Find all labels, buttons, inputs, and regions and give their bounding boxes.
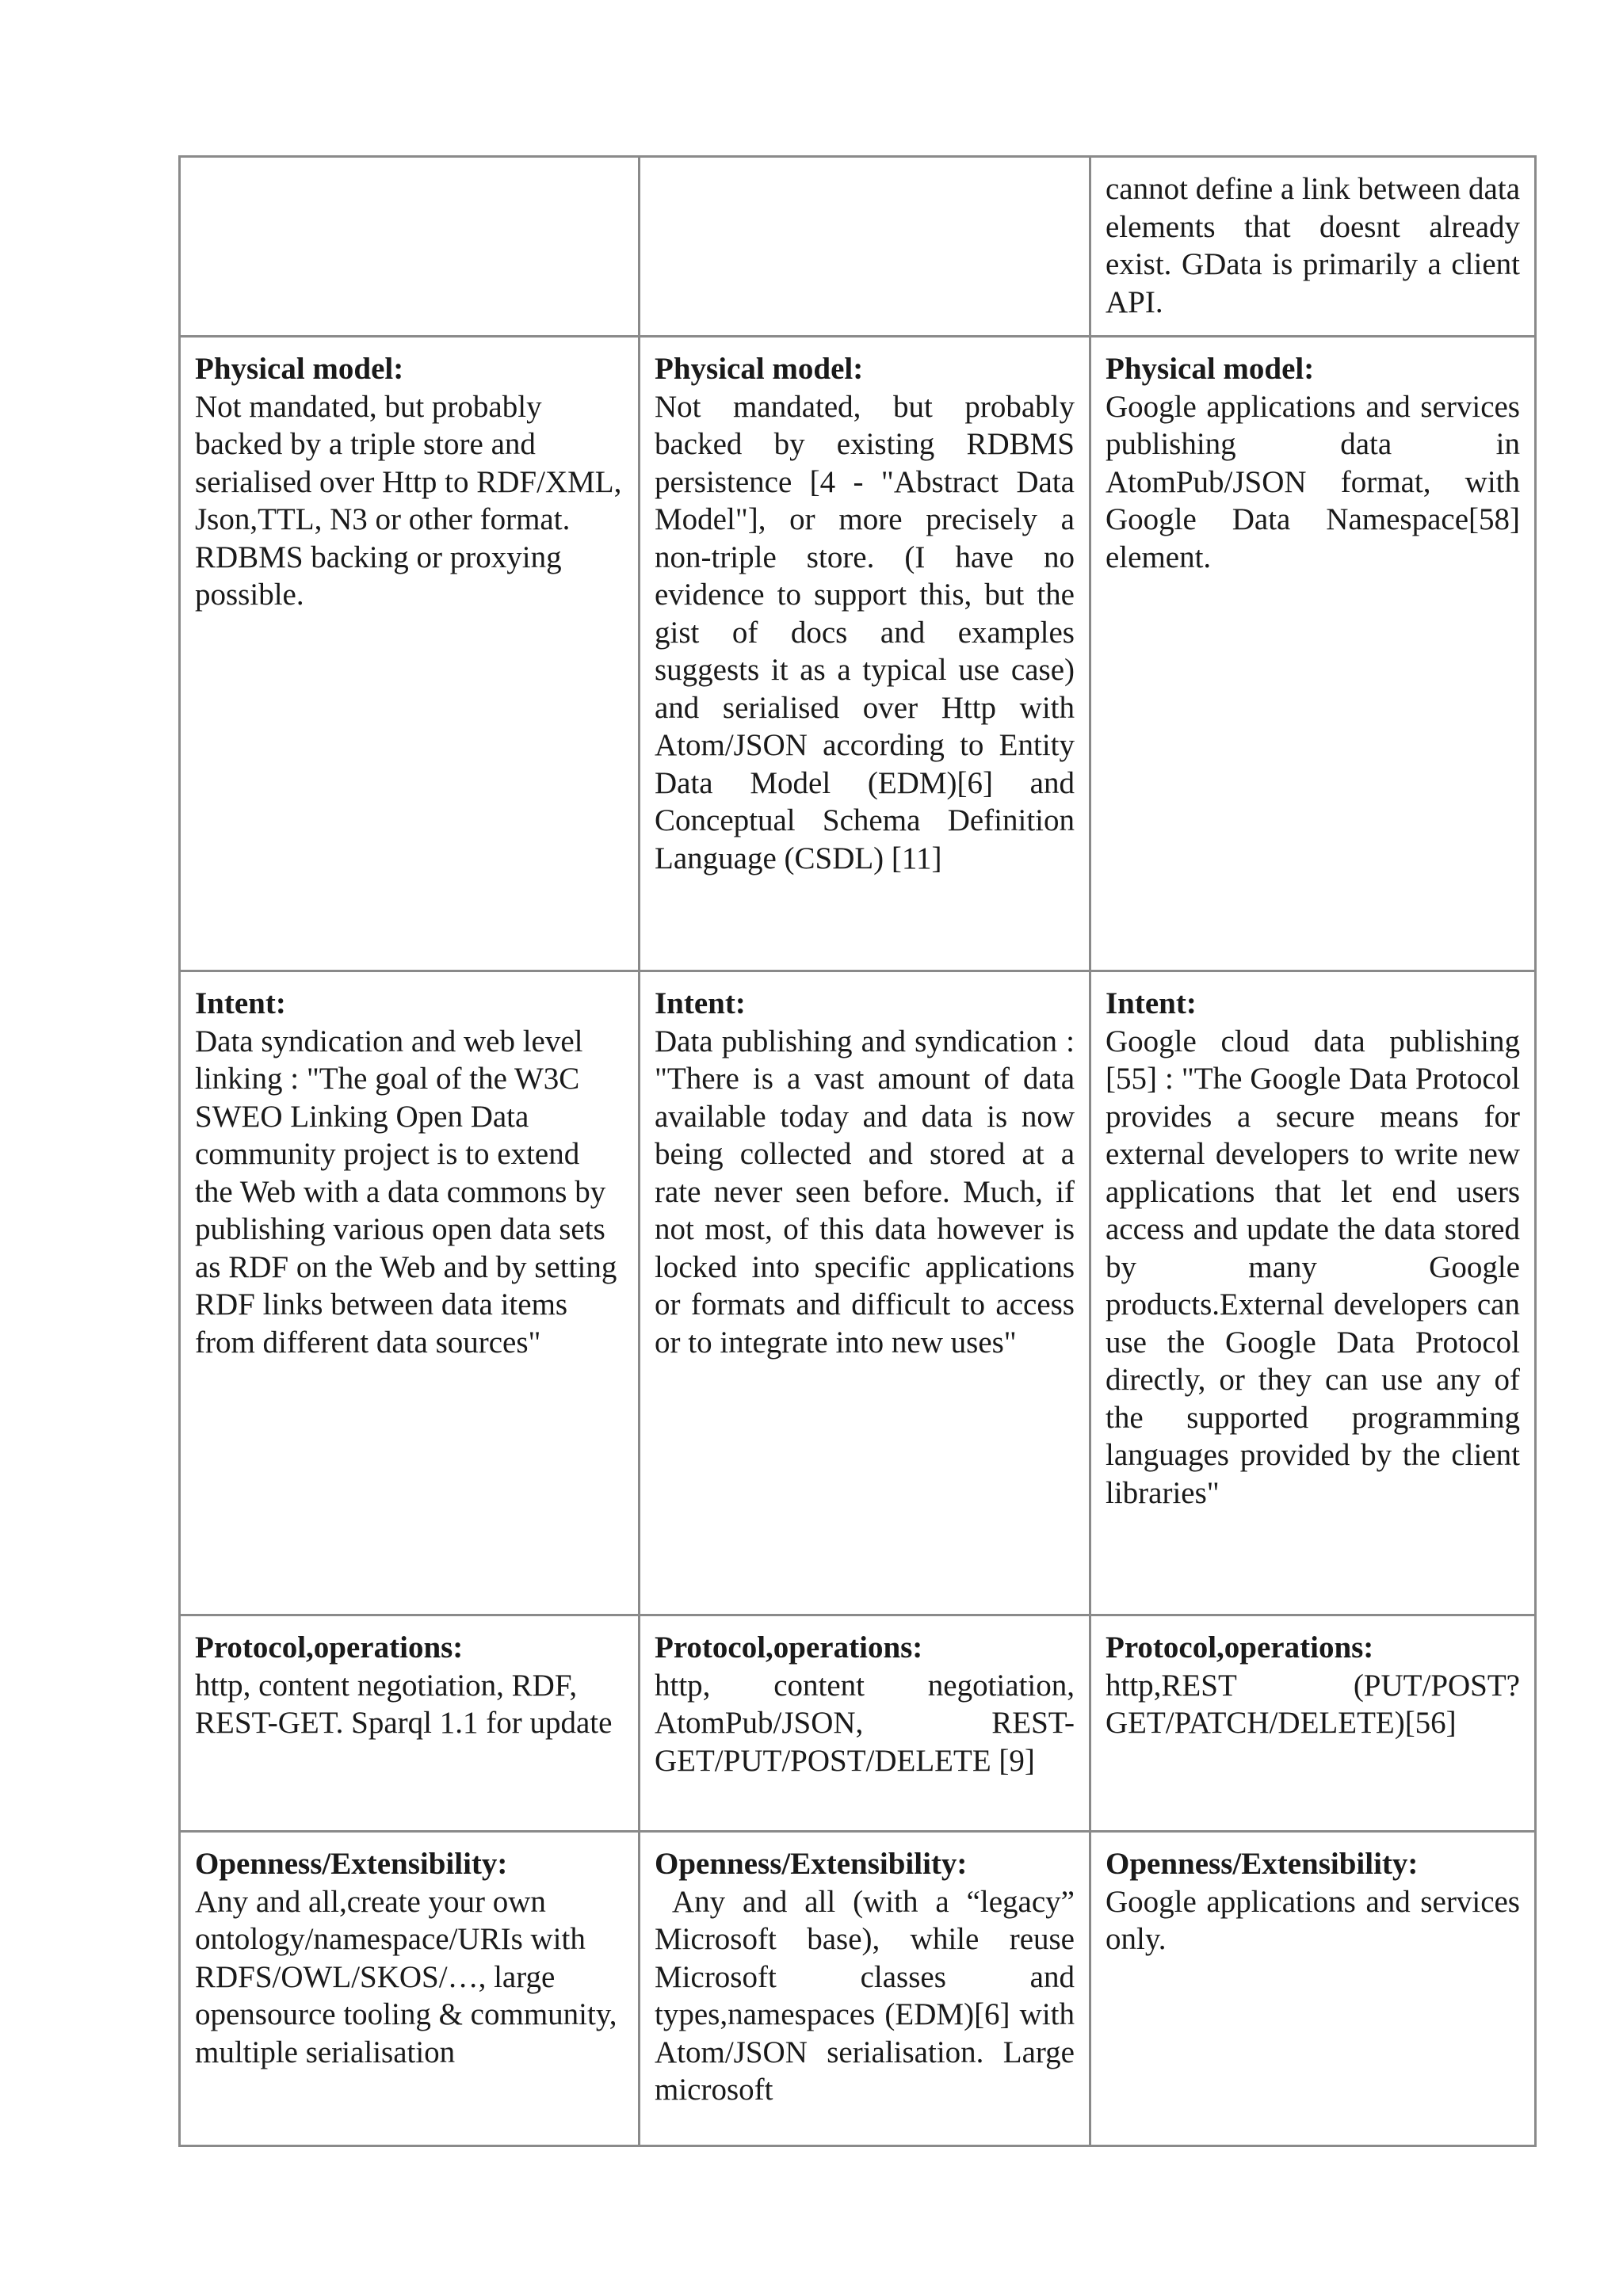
cell-text: Data syndication and web level linking : "The goal of the W3C SWEO Linking Open Data community project is to extend the Web with a data commons by publishing various open data sets as RDF on the Web and by setting RDF links between data items from different data sources"	[195, 1024, 617, 1360]
cell-text: Any and all (with a “legacy” Microsoft base), while reuse Microsoft classes and types,namespaces (EDM)[6] with Atom/JSON serialisation. Large microsoft	[655, 1884, 1075, 2107]
table-cell-gdata-physical-model	[1090, 337, 1536, 971]
cell-heading: Protocol,operations:	[655, 1630, 923, 1665]
cell-text: Data publishing and syndication : "There is a vast amount of data available today and data is now being collected and stored at a rate never seen before. Much, if not most, of this data however is locked into specific applications or formats and difficult to access or to integrate into new uses"	[655, 1024, 1075, 1360]
table-cell-odata-physical-model	[640, 337, 1090, 971]
table-cell-gdata-continuation	[1090, 157, 1536, 337]
cell-text: Any and all,create your own ontology/namespace/URIs with RDFS/OWL/SKOS/…, large opensource tooling & community, multiple serialisation	[195, 1884, 617, 2069]
cell-heading: Openness/Extensibility:	[655, 1847, 968, 1881]
cell-heading: Physical model:	[1106, 352, 1315, 386]
cell-heading: Protocol,operations:	[195, 1630, 464, 1665]
table-cell-empty-col1	[180, 157, 640, 337]
cell-text: Google applications and services only.	[1106, 1884, 1520, 1956]
table-row-protocol-operations	[180, 1615, 1536, 1832]
table-cell-linked-data-openness	[180, 1832, 640, 2146]
table-row-physical-model	[180, 337, 1536, 971]
table-cell-odata-intent	[640, 971, 1090, 1615]
cell-text: http, content negotiation, RDF, REST-GET. Sparql 1.1 for update	[195, 1668, 613, 1740]
cell-heading: Intent:	[1106, 986, 1197, 1020]
table-cell-linked-data-protocol	[180, 1615, 640, 1832]
table-cell-gdata-intent	[1090, 971, 1536, 1615]
cell-text: http,REST (PUT/POST? GET/PATCH/DELETE)[56]	[1106, 1668, 1520, 1740]
cell-heading: Intent:	[655, 986, 746, 1020]
cell-text: Google cloud data publishing [55] : "The Google Data Protocol provides a secure means for external developers to write new applications that let end users access and update the data stored by many Google products.External developers can use the Google Data Protocol directly, or they can use any of the supported programming languages provided by the client libraries"	[1106, 1024, 1520, 1510]
table-cell-linked-data-intent	[180, 971, 640, 1615]
cell-text: Not mandated, but probably backed by a triple store and serialised over Http to RDF/XML, Json,TTL, N3 or other format. RDBMS backing or proxying possible.	[195, 389, 622, 612]
table-row-openness-extensibility	[180, 1832, 1536, 2146]
cell-heading: Protocol,operations:	[1106, 1630, 1374, 1665]
cell-heading: Physical model:	[195, 352, 404, 386]
cell-heading: Physical model:	[655, 352, 864, 386]
table-cell-gdata-protocol	[1090, 1615, 1536, 1832]
cell-heading: Openness/Extensibility:	[195, 1847, 508, 1881]
table-cell-empty-col2	[640, 157, 1090, 337]
table-cell-linked-data-physical-model	[180, 337, 640, 971]
table-cell-odata-openness	[640, 1832, 1090, 2146]
cell-text: cannot define a link between data elements that doesnt already exist. GData is primarily a client API.	[1106, 172, 1521, 319]
table-cell-odata-protocol	[640, 1615, 1090, 1832]
cell-text: Not mandated, but probably backed by existing RDBMS persistence [4 - "Abstract Data Model"], or more precisely a non-triple store. (I have no evidence to support this, but the gist of docs and examples suggests it as a typical use case) and serialised over Http with Atom/JSON according to Entity Data Model (EDM)[6] and Conceptual Schema Definition Language (CSDL) [11]	[655, 389, 1075, 875]
cell-heading: Intent:	[195, 986, 286, 1020]
cell-text: Google applications and services publishing data in AtomPub/JSON format, with Google Data Namespace[58] element.	[1106, 389, 1520, 574]
cell-heading: Openness/Extensibility:	[1106, 1847, 1419, 1881]
table-row-intent	[180, 971, 1536, 1615]
table-row-continuation	[180, 157, 1536, 337]
comparison-table	[178, 155, 1537, 2147]
table-cell-gdata-openness	[1090, 1832, 1536, 2146]
cell-text: http, content negotiation, AtomPub/JSON, REST-GET/PUT/POST/DELETE [9]	[655, 1668, 1075, 1778]
